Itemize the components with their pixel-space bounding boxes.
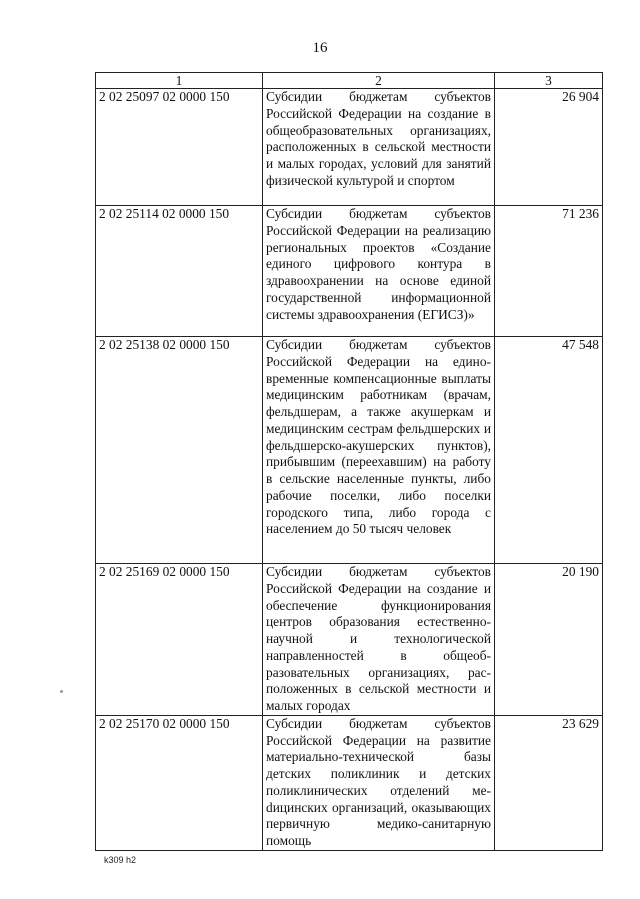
row-code: 2 02 25138 02 0000 150 <box>96 337 263 564</box>
table-row <box>96 337 603 564</box>
row-amount: 20 190 <box>495 564 603 716</box>
row-amount: 71 236 <box>495 206 603 337</box>
row-amount: 26 904 <box>495 89 603 206</box>
page-number: 16 <box>312 40 328 56</box>
table-row <box>96 206 603 337</box>
footer-document-code: k309 h2 <box>104 855 137 865</box>
row-code: 2 02 25097 02 0000 150 <box>96 89 263 206</box>
row-name: Субсидии бюджетам субъектов Российской Федерации на единовременные компенсационные выплаты медицинским работникам (врачам, фельдшерам, а также акушеркам и медицинским сестрам фельдшерских и фельдшерско-акушерских пунктов), прибывшим (переехавшим) на работу в сельские населенные пункты, либо рабочие поселки, либо поселки городского типа, либо города с населением до 50 тысяч человек <box>263 337 495 564</box>
column-header-amount: 3 <box>495 73 603 89</box>
column-header-name: 2 <box>263 73 495 89</box>
budget-table <box>95 72 603 851</box>
row-name: Субсидии бюджетам субъектов Российской Федерации на реализацию региональных проектов «Создание единого цифрового контура в здравоохранении на основе единой государственной информационной системы здравоохранения (ЕГИСЗ)» <box>263 206 495 337</box>
row-name: Субсидии бюджетам субъектов Российской Федерации на развитие материально-технической базы детских поликлиник и детских поликлинических отделений меdицинских организаций, оказывающих первичную медико-санитарную помощь <box>263 715 495 850</box>
table-row <box>96 564 603 716</box>
row-name: Субсидии бюджетам субъектов Российской Федерации на создание в общеобразовательных организациях, расположенных в сельской местности и малых городах, условий для занятий физической культурой и спортом <box>263 89 495 206</box>
row-code: 2 02 25170 02 0000 150 <box>96 715 263 850</box>
scan-speck <box>60 690 63 693</box>
table-header-row <box>96 73 603 89</box>
row-amount: 47 548 <box>495 337 603 564</box>
table-row <box>96 715 603 850</box>
row-amount: 23 629 <box>495 715 603 850</box>
column-header-code: 1 <box>96 73 263 89</box>
table-row <box>96 89 603 206</box>
row-name: Субсидии бюджетам субъектов Российской Федерации на создание и обеспечение функционирования центров образования естественно-научной и технологической направленностей в общеобразовательных организациях, расположенных в сельской местности и малых городах <box>263 564 495 716</box>
row-code: 2 02 25114 02 0000 150 <box>96 206 263 337</box>
row-code: 2 02 25169 02 0000 150 <box>96 564 263 716</box>
